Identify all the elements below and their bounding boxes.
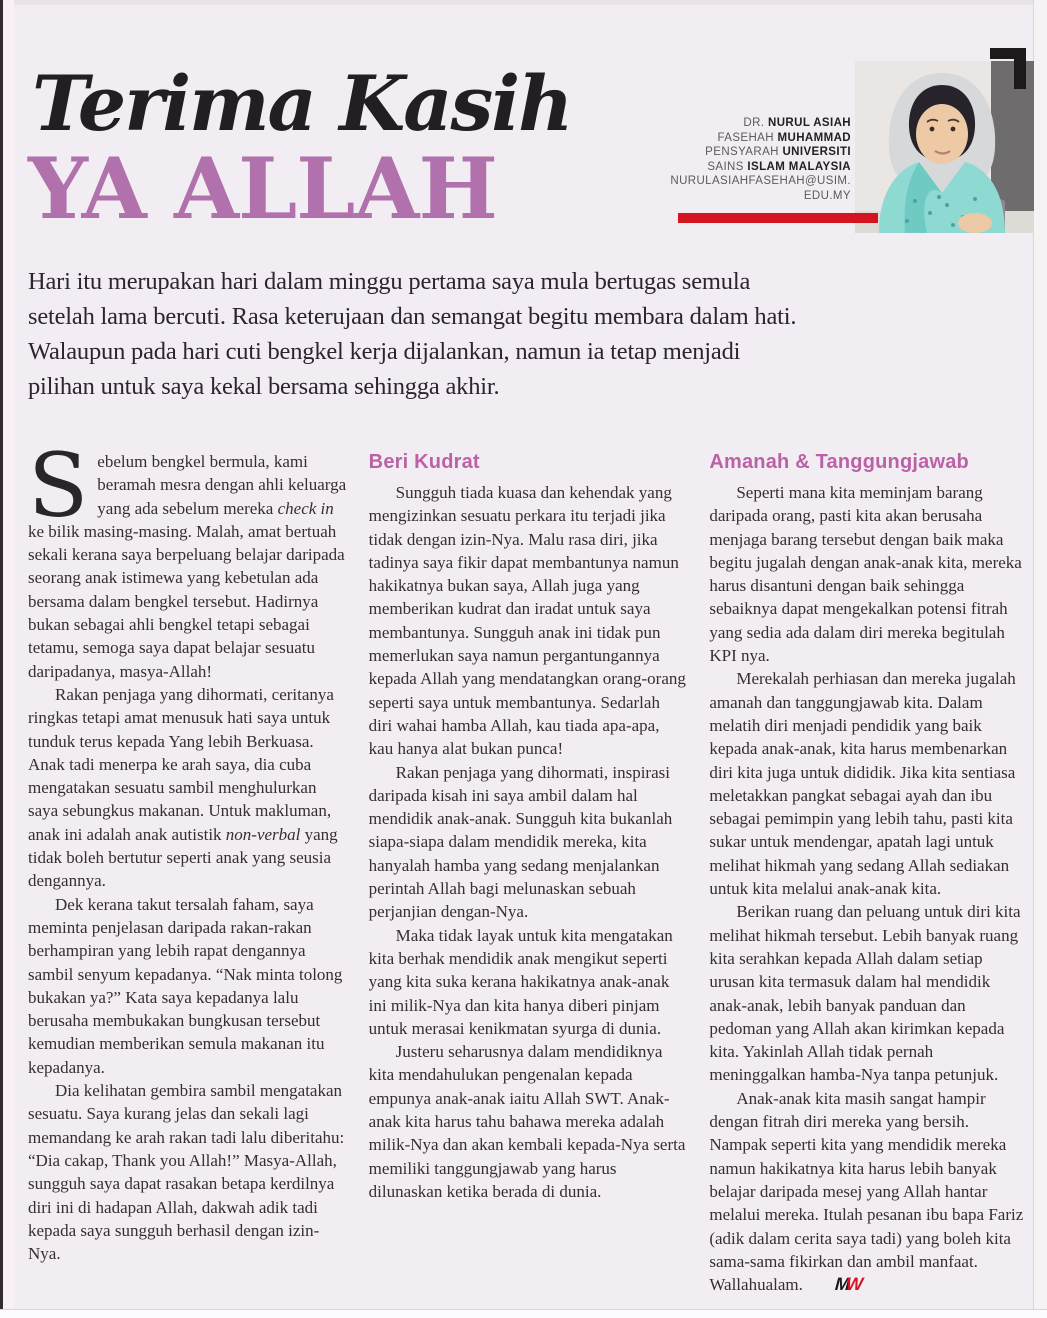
drop-cap: S [28,434,89,537]
paragraph: Dia kelihatan gembira sambil mengatakan sesuatu. Saya kurang jelas dan sekali lagi memandang ke arah rakan tadi lalu diberitahu: “Dia cakap, Thank you Allah!” Masya-Allah, sungguh saya dapat rasakan betapa kerdilnya diri ini di hadapan Allah, dakwah adik tadi kepada saya sungguh berhasil dengan izin-Nya. [28,1081,345,1264]
column-1 [28,434,347,1296]
paragraph: Maka tidak layak untuk kita mengatakan kita berhak mendidik anak mengikut seperti yang kita suka kerana hakikatnya anak-anak ini milik-Nya dan kita hanya diberi pinjam untuk merasai kenikmatan syurga di dunia. [368,925,673,1038]
paragraph: Rakan penjaga yang dihormati, inspirasi daripada kisah ini saya ambil dalam hal mendidik anak-anak. Sungguh kita bukanlah siapa-siapa dalam mendidik mereka, kita hanyalah hamba yang sedang menjalankan perintah Allah bagi melunaskan sebuah perjanjian dengan-Nya. [368,762,673,922]
paragraph: Berikan ruang dan peluang untuk diri kita melihat hikmah tersebut. Lebih banyak ruang kita serahkan kepada Allah dalam setiap urusan kita termasuk dalam hal mendidik anak-anak, lebih banyak panduan dan pedoman yang Allah akan kirimkan kepada kita. Yakinlah Allah tidak pernah meninggalkan hamba-Nya tanpa petunjuk. [709,902,1021,1085]
section-heading: Beri Kudrat [368,451,480,473]
paragraph: Merekalah perhiasan dan mereka jugalah amanah dan tanggungjawab kita. Dalam melatih diri menjadi pendidik yang baik kepada anak-anak, kita harus membenarkan diri kita juga untuk dididik. Jika kita sentiasa meletakkan pangkat sebagai ayah dan ibu sebagai pemimpin yang lebih tahu, pasti kita sukar untuk mendengar, apatah lagi untuk melihat hikmah yang sedang Allah sediakan untuk kita melalui anak-anak kita. [709,669,1016,899]
byline-line: SAINS ISLAM MALAYSIA [707,160,851,173]
article-title-line2: YA ALLAH [28,139,497,238]
byline-line: FASEHAH MUHAMMAD [717,131,851,144]
article-title-line1: Terima Kasih [32,59,572,148]
paragraph: Rakan penjaga yang dihormati, ceritanya ringkas tetapi amat menusuk hati saya untuk tunduk terus kepada Yang lebih Berkuasa. Anak tadi menerpa ke arah saya, dia cuba mengatakan sesuatu sambil menghulurkan saya sebungkus makanan. Untuk makluman, anak ini adalah anak autistik non-verbal yang tidak boleh bertutur seperti anak yang seusia dengannya. [28,684,338,891]
page-margin-strip [3,0,14,1318]
column-3 [709,450,1028,1296]
byline-line: EDU.MY [803,189,851,202]
columns [28,434,1028,1296]
column-2 [369,450,688,1296]
magazine-end-mark: MW [834,1274,863,1295]
byline-line: DR. NURUL ASIAH [743,117,851,129]
red-accent-bar [678,213,878,223]
corner-bracket-decoration [990,48,1026,89]
section-heading: Amanah & Tanggungjawab [709,451,969,473]
paragraph: Anak-anak kita masih sangat hampir dengan fitrah diri mereka yang bersih. Nampak seperti kita yang mendidik mereka namun hakikatnya kita harus lebih banyak belajar daripada mesej yang Allah hantar melalui mereka. Itulah pesanan ibu bapa Fariz (adik dalam cerita saya tadi) yang boleh kita sama-sama fikirkan dan ambil manfaat. Wallahualam. MW [709,1087,1028,1297]
article-intro: Hari itu merupakan hari dalam minggu pertama saya mula bertugas semula setelah lama bercuti. Rasa keterujaan dan semangat begitu membara dalam hati. Walaupun pada hari cuti bengkel kerja dijalankan, namun ia tetap menjadi pilihan untuk saya kekal bersama sehingga akhir. [28,268,797,400]
page-edge-bottom [0,1309,1047,1318]
byline-line: PENSYARAH UNIVERSITI [705,146,851,158]
paragraph: Seperti mana kita meminjam barang daripada orang, pasti kita akan berusaha menjaga barang tersebut dengan baik maka begitu jugalah dengan anak-anak kita, mereka harus disantuni dengan baik sehingga sebaiknya dapat mengekalkan potensi fitrah yang sedia ada dalam diri mereka begitulah KPI nya. [709,483,1022,666]
page-edge-top [0,0,1047,5]
paragraph: Sebelum bengkel bermula, kami beramah mesra dengan ahli keluarga yang ada sebelum mereka check in ke bilik masing-masing. Malah, amat bertuah sekali kerana saya berpeluang belajar daripada seorang anak istimewa yang kebetulan ada bersama dalam bengkel tersebut. Hadirnya bukan sebagai ahli bengkel tetapi sebagai tetamu, semoga saya dapat belajar sesuatu daripadanya, masya-Allah! [28,434,347,681]
byline [670,116,851,203]
byline-line: NURULASIAHFASEHAH@USIM. [670,175,851,187]
paragraph: Sungguh tiada kuasa dan kehendak yang mengizinkan sesuatu perkara itu terjadi jika tidak dengan izin-Nya. Malu rasa diri, jika tadinya saya fikir dapat membantunya namun hakikatnya bukan saya, Allah juga yang memberikan kudrat dan iradat untuk saya membantunya. Sungguh anak ini tidak pun memerlukan saya namun pergantungannya kepada Allah yang mendatangkan orang-orang seperti saya untuk membantunya. Sedarlah diri wahai hamba Allah, kau tiada apa-apa, kau hanya alat bukan punca! [368,483,686,759]
paragraph: Justeru seharusnya dalam mendidiknya kita mendahulukan pengenalan kepada empunya anak-anak iaitu Allah SWT. Anak-anak kita harus tahu bahawa mereka adalah milik-Nya dan akan kembali kepada-Nya serta memiliki tanggungjawab yang harus dilunaskan ketika berada di dunia. [368,1042,686,1201]
paragraph: Dek kerana takut tersalah faham, saya meminta penjelasan daripada rakan-rakan berhampiran yang lebih rapat dengannya sambil senyum kepadanya. “Nak minta tolong bukakan ya?” Kata saya kepadanya lalu berusaha membukakan bungkusan tersebut kemudian memberikan semula makanan itu kepadanya. [28,894,343,1077]
page-edge-right [1034,0,1047,1318]
